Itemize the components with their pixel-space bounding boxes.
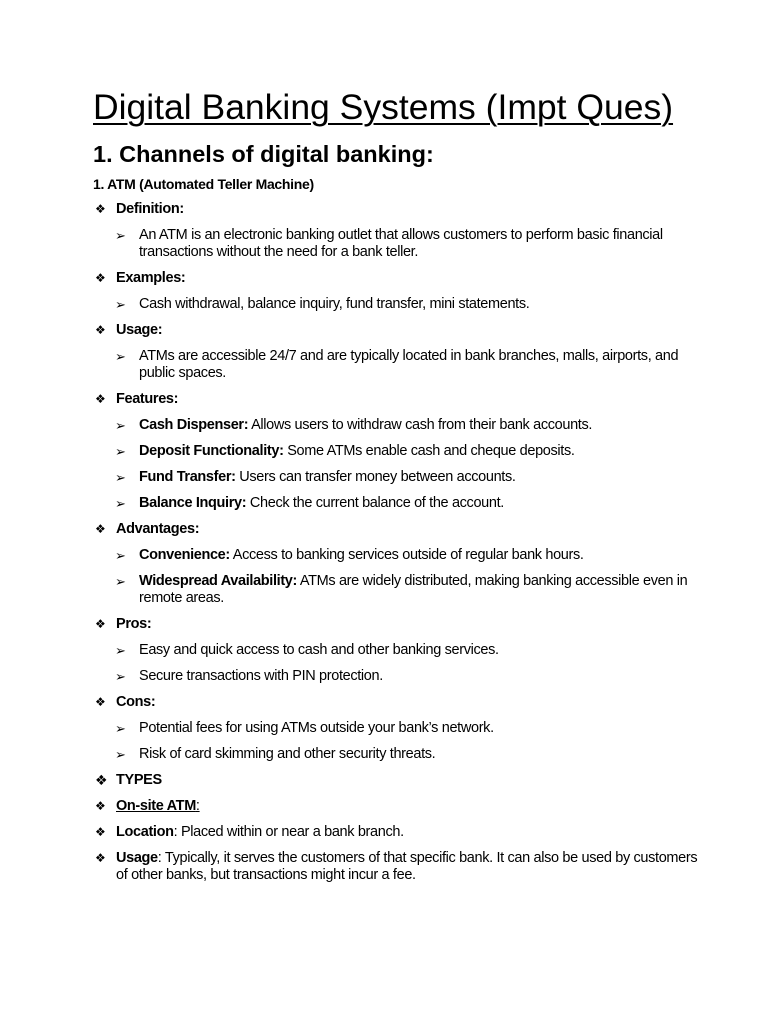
cons-label: Cons: (116, 694, 156, 710)
advantage-text (139, 547, 584, 564)
diamond-bullet-icon: ❖ (95, 392, 106, 406)
feature-item (115, 443, 708, 460)
feature-term: Fund Transfer: (139, 469, 236, 485)
document-title: Digital Banking Systems (Impt Ques) (93, 87, 674, 127)
arrow-bullet-icon: ➢ (115, 297, 126, 312)
types-label: TYPES (116, 772, 162, 788)
usage-label: Usage: (116, 322, 163, 338)
diamond-bullet-icon: ❖ (95, 695, 106, 709)
definition-item (93, 201, 708, 218)
diamond-bullet-icon: ❖ (95, 617, 106, 631)
arrow-bullet-icon: ➢ (115, 444, 126, 459)
arrow-bullet-icon: ➢ (115, 747, 126, 762)
features-item (93, 391, 708, 408)
feature-text (139, 443, 575, 460)
onsite-atm-text (116, 798, 200, 815)
feature-term: Cash Dispenser: (139, 417, 249, 433)
definition-text: An ATM is an electronic banking outlet that allows customers to perform basic financial transactions without the need for a bank teller. (139, 227, 663, 260)
examples-label: Examples: (116, 270, 186, 286)
usage-text-item (115, 348, 708, 382)
advantage-item (115, 547, 708, 564)
examples-item (93, 270, 708, 287)
feature-item (115, 495, 708, 512)
diamond-bullet-icon: ❖ (95, 799, 106, 813)
examples-text: Cash withdrawal, balance inquiry, fund transfer, mini statements. (139, 296, 530, 312)
feature-description: Users can transfer money between accounts. (235, 469, 516, 485)
location-term: Location (116, 824, 174, 840)
location-item (93, 824, 708, 841)
location-description: : Placed within or near a bank branch. (173, 824, 404, 840)
arrow-bullet-icon: ➢ (115, 574, 126, 589)
feature-description: Check the current balance of the account. (246, 495, 504, 511)
feature-text (139, 495, 504, 512)
types-item (93, 772, 708, 789)
feature-term: Balance Inquiry: (139, 495, 247, 511)
pro-item (115, 668, 708, 685)
arrow-bullet-icon: ➢ (115, 418, 126, 433)
definition-label: Definition: (116, 201, 184, 217)
onsite-usage-description: : Typically, it serves the customers of that specific bank. It can also be used by customers of other banks, but transactions might incur a fee. (116, 850, 698, 883)
onsite-atm-label: On-site ATM (116, 798, 196, 814)
onsite-usage-item (93, 850, 708, 884)
advantage-description: Access to banking services outside of regular bank hours. (229, 547, 584, 563)
advantage-term: Widespread Availability: (139, 573, 297, 589)
examples-text-item (115, 296, 708, 313)
feature-text (139, 417, 592, 434)
onsite-atm-item (93, 798, 708, 815)
con-item (115, 746, 708, 763)
advantage-term: Convenience: (139, 547, 230, 563)
advantage-item (115, 573, 708, 607)
pro-item (115, 642, 708, 659)
arrow-bullet-icon: ➢ (115, 669, 126, 684)
arrow-bullet-icon: ➢ (115, 721, 126, 736)
diamond-bullet-icon: ❖ (95, 851, 106, 865)
usage-text: ATMs are accessible 24/7 and are typically located in bank branches, malls, airports, and public spaces. (139, 348, 679, 381)
arrow-bullet-icon: ➢ (115, 349, 126, 364)
diamond-bullet-icon: ❖ (95, 202, 106, 216)
pro-text: Easy and quick access to cash and other banking services. (139, 642, 499, 658)
diamond-bullet-icon: ❖ (95, 522, 106, 536)
definition-text-item (115, 227, 708, 261)
feature-item (115, 417, 708, 434)
diamond-bullet-icon: ❖ (95, 323, 106, 337)
diamond-bullet-icon: ❖ (95, 825, 106, 839)
arrow-bullet-icon: ➢ (115, 548, 126, 563)
arrow-bullet-icon: ➢ (115, 643, 126, 658)
advantages-label: Advantages: (116, 521, 200, 537)
usage-item (93, 322, 708, 339)
features-label: Features: (116, 391, 179, 407)
diamond-bullet-icon: ❖ (95, 271, 106, 285)
advantages-item (93, 521, 708, 538)
advantage-text (139, 573, 708, 607)
advantage-description: ATMs are widely distributed, making banking accessible even in remote areas. (139, 573, 688, 606)
onsite-atm-colon: : (195, 798, 200, 814)
feature-description: Allows users to withdraw cash from their bank accounts. (248, 417, 593, 433)
location-text (116, 824, 404, 841)
pros-label: Pros: (116, 616, 152, 632)
onsite-usage-term: Usage (116, 850, 158, 866)
arrow-bullet-icon: ➢ (115, 228, 126, 243)
arrow-bullet-icon: ➢ (115, 470, 126, 485)
con-text: Potential fees for using ATMs outside your bank’s network. (139, 720, 494, 736)
subsection-heading: 1. ATM (Automated Teller Machine) (93, 176, 314, 192)
onsite-usage-text (116, 850, 708, 884)
feature-description: Some ATMs enable cash and cheque deposits. (283, 443, 575, 459)
arrow-bullet-icon: ➢ (115, 496, 126, 511)
pro-text: Secure transactions with PIN protection. (139, 668, 383, 684)
con-text: Risk of card skimming and other security threats. (139, 746, 436, 762)
section-heading: 1. Channels of digital banking: (93, 141, 434, 167)
feature-text (139, 469, 516, 486)
feature-item (115, 469, 708, 486)
cons-item (93, 694, 708, 711)
pros-item (93, 616, 708, 633)
con-item (115, 720, 708, 737)
feature-term: Deposit Functionality: (139, 443, 284, 459)
diamond-bullet-icon: ❖ (95, 772, 108, 788)
